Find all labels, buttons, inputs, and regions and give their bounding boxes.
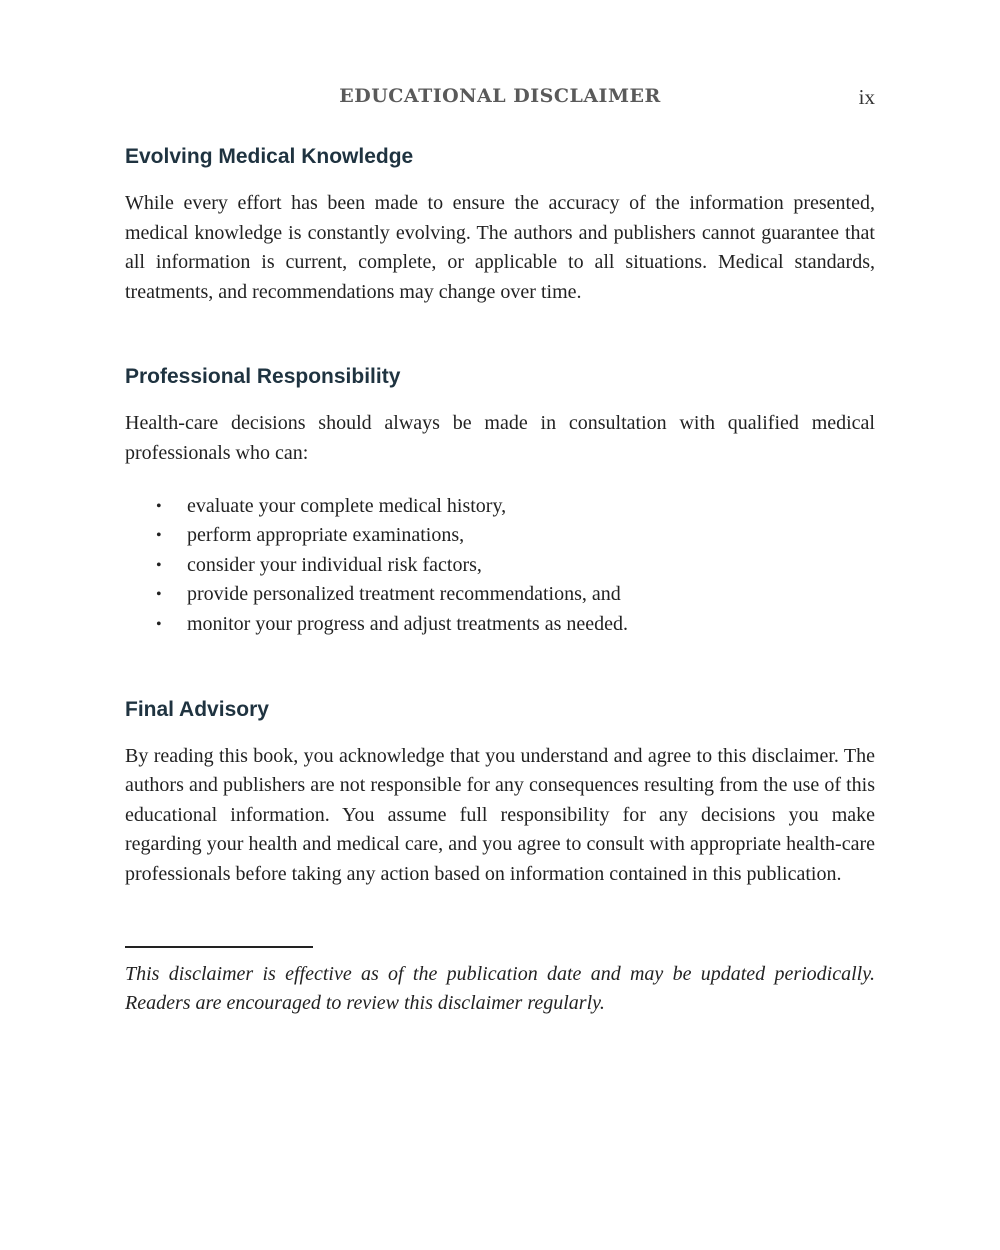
section-final-advisory xyxy=(125,696,875,890)
bullet-icon: • xyxy=(156,497,162,515)
section-evolving-medical-knowledge xyxy=(125,143,875,307)
main-content xyxy=(125,143,875,1019)
list-item-text: consider your individual risk factors, xyxy=(187,553,482,576)
page-number: ix xyxy=(858,85,875,109)
list-item xyxy=(156,521,875,551)
section-heading: Final Advisory xyxy=(125,697,269,721)
section-body: Health-care decisions should always be made in consultation with qualified medical professionals who can: xyxy=(125,412,875,464)
list-item xyxy=(156,492,875,522)
section-body: While every effort has been made to ensure the accuracy of the information presented, medical knowledge is constantly evolving. The authors and publishers cannot guarantee that all information is current, complete, or applicable to all situations. Medical standards, treatments, and recommendations may change over time. xyxy=(125,192,875,303)
running-head-title: EDUCATIONAL DISCLAIMER xyxy=(339,85,661,107)
bullet-icon: • xyxy=(156,586,162,604)
list-item xyxy=(156,551,875,581)
list-item-text: evaluate your complete medical history, xyxy=(187,494,507,517)
footnote-divider xyxy=(125,946,313,948)
footnote: This disclaimer is effective as of the publication date and may be updated periodically. Readers are encouraged to review this disclaimer regularly. xyxy=(125,962,875,1015)
bullet-list xyxy=(125,492,875,640)
bullet-icon: • xyxy=(156,556,162,574)
running-head xyxy=(125,85,875,113)
section-heading: Evolving Medical Knowledge xyxy=(125,145,414,168)
list-item xyxy=(156,610,875,640)
bullet-icon: • xyxy=(156,527,162,545)
list-item xyxy=(156,580,875,610)
section-professional-responsibility xyxy=(125,363,875,639)
bullet-icon: • xyxy=(156,615,162,633)
list-item-text: perform appropriate examinations, xyxy=(187,524,465,547)
list-item-text: monitor your progress and adjust treatments as needed. xyxy=(187,612,628,635)
section-heading: Professional Responsibility xyxy=(125,365,401,389)
list-item-text: provide personalized treatment recommendations, and xyxy=(187,583,621,606)
section-body: By reading this book, you acknowledge that you understand and agree to this disclaimer. The authors and publishers are not responsible for any consequences resulting from the use of this educational information. You assume full responsibility for any decisions you make regarding your health and medical care, and you agree to consult with appropriate health-care professionals before taking any action based on information contained in this publication. xyxy=(125,744,875,885)
